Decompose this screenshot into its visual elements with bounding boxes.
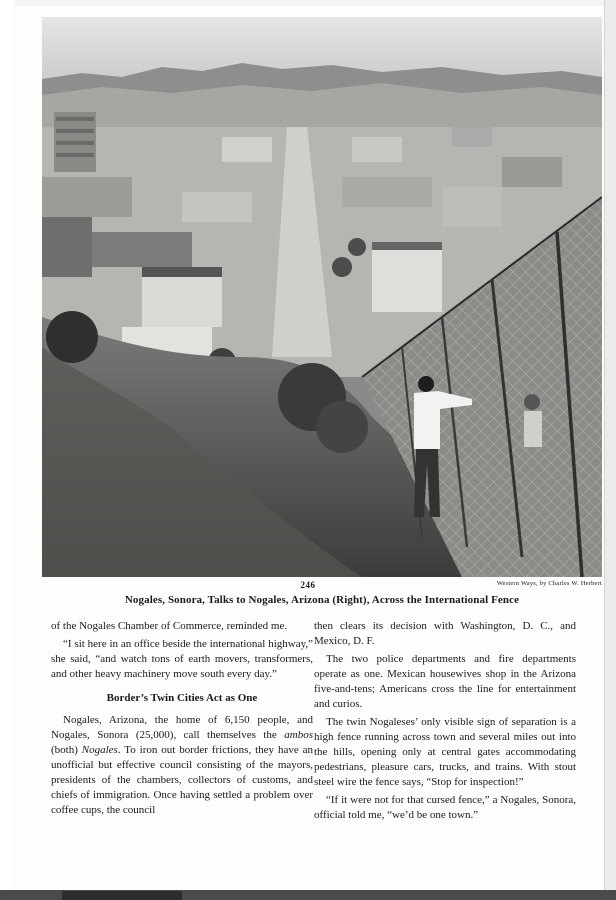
article-column-left [51,619,313,818]
border-fence-photo [42,17,602,577]
paragraph: “If it were not for that cursed fence,” a Nogales, Sonora, official told me, “we’d be one town.” [314,794,576,821]
article-column-right [314,619,576,823]
section-heading: Border’s Twin Cities Act as One [106,692,258,704]
viewer-scroll-edge[interactable] [604,0,616,900]
photo-caption: Nogales, Sonora, Talks to Nogales, Arizona (Right), Across the International Fence [124,594,520,606]
paragraph: “I sit here in an office beside the international highway,” she said, “and watch tons of earth movers, transformers, and other heavy machinery move south every day.” [51,638,313,680]
italic-word: ambos [284,729,313,741]
italic-word: Nogales [81,744,118,756]
paragraph: of the Nogales Chamber of Commerce, reminded me. [51,620,288,632]
paragraph: The twin Nogaleses’ only visible sign of separation is a high fence running across town and several miles out into the hills, opening only at central gates accommodating pedestrians, pleasure cars, trucks, and trains. With stout steel wire the fence says, “Stop for inspection!” [314,716,576,788]
paragraph-text: . To iron out border frictions, they have an unofficial but effective council consisting of the mayors, presidents of the chambers, collectors of customs, and chiefs of immigration. Once having settled a problem over coffee cups, the council [51,744,313,816]
viewer-bottom-bar [0,890,616,900]
paragraph [51,713,313,818]
paragraph: The two police departments and fire departments operate as one. Mexican housewives shop in the Arizona five-and-tens; Americans cross the line for entertainment and curios. [314,653,576,710]
paragraph: then clears its decision with Washington, D. C., and Mexico, D. F. [314,620,576,647]
page-left-margin [0,0,14,900]
photo-credit: Western Ways, by Charles W. Herbert [496,580,602,587]
paragraph-text: Nogales, Arizona, the home of 6,150 people, and Nogales, Sonora (25,000), call themselves the [51,714,313,741]
page-number: 246 [300,580,316,590]
page-top-edge [0,0,616,6]
viewer-scroll-tab[interactable] [62,891,182,900]
paragraph-text: (both) [51,744,82,756]
